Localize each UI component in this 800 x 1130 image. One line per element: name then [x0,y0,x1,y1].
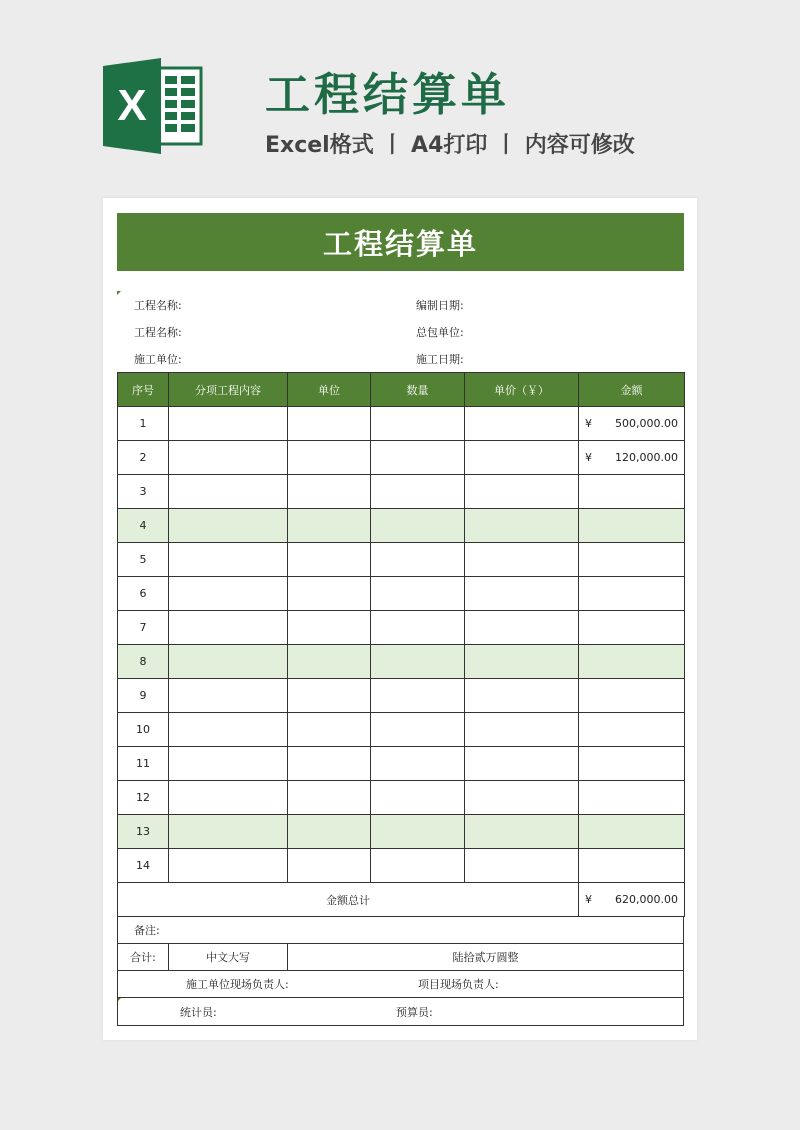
table-row [118,577,685,611]
unit-price-cell[interactable] [465,577,579,611]
responsible-row [117,971,684,998]
quantity-cell[interactable] [371,645,465,679]
info-construction-unit: 施工单位: [134,353,182,366]
quantity-cell[interactable] [371,747,465,781]
remark-label: 备注: [134,923,160,937]
unit-price-cell[interactable] [465,407,579,441]
unit-cell[interactable] [288,747,371,781]
unit-cell[interactable] [288,407,371,441]
currency-symbol: ¥ [585,893,592,906]
amount-cell[interactable] [579,475,685,509]
item-content-cell[interactable] [169,611,288,645]
quantity-cell[interactable] [371,781,465,815]
info-project-name-2: 工程名称: [134,326,182,339]
row-number: 4 [118,509,169,543]
table-row [118,509,685,543]
currency-symbol: ¥ [585,417,592,430]
sum-row [117,944,684,971]
row-number: 11 [118,747,169,781]
settlement-table [117,372,685,917]
item-content-cell[interactable] [169,747,288,781]
item-content-cell[interactable] [169,441,288,475]
item-content-cell[interactable] [169,475,288,509]
unit-cell[interactable] [288,475,371,509]
column-header: 单位 [288,373,371,407]
amount-cell[interactable] [579,815,685,849]
unit-cell[interactable] [288,611,371,645]
table-header-row [118,373,685,407]
table-row [118,645,685,679]
unit-price-cell[interactable] [465,815,579,849]
unit-price-cell[interactable] [465,679,579,713]
unit-price-cell[interactable] [465,645,579,679]
amount-cell[interactable] [579,645,685,679]
table-row [118,849,685,883]
info-construction-date: 施工日期: [416,353,464,366]
amount-value: 120,000.00 [615,451,678,464]
amount-cell[interactable] [579,577,685,611]
row-number: 2 [118,441,169,475]
item-content-cell[interactable] [169,645,288,679]
item-content-cell[interactable] [169,407,288,441]
budgeter-label: 预算员: [396,1005,433,1019]
row-number: 5 [118,543,169,577]
cell-comment-marker [117,291,121,295]
amount-value: 500,000.00 [615,417,678,430]
quantity-cell[interactable] [371,713,465,747]
quantity-cell[interactable] [371,475,465,509]
unit-cell[interactable] [288,543,371,577]
unit-price-cell[interactable] [465,543,579,577]
unit-cell[interactable] [288,781,371,815]
amount-cell[interactable] [579,509,685,543]
quantity-cell[interactable] [371,509,465,543]
quantity-cell[interactable] [371,815,465,849]
row-number: 7 [118,611,169,645]
column-header: 分项工程内容 [169,373,288,407]
item-content-cell[interactable] [169,713,288,747]
chinese-amount-label: 中文大写 [169,944,288,970]
unit-price-cell[interactable] [465,849,579,883]
amount-cell[interactable] [579,713,685,747]
unit-price-cell[interactable] [465,475,579,509]
contractor-rep-label: 施工单位现场负责人: [186,978,289,991]
sum-label: 合计: [118,944,169,970]
currency-symbol: ¥ [585,451,592,464]
svg-text:X: X [117,81,147,130]
table-row [118,407,685,441]
unit-cell[interactable] [288,679,371,713]
table-row [118,475,685,509]
quantity-cell[interactable] [371,543,465,577]
table-row [118,441,685,475]
table-row [118,781,685,815]
row-number: 6 [118,577,169,611]
item-content-cell[interactable] [169,543,288,577]
item-content-cell[interactable] [169,815,288,849]
unit-price-cell[interactable] [465,781,579,815]
amount-cell[interactable] [579,611,685,645]
table-row [118,747,685,781]
item-content-cell[interactable] [169,509,288,543]
unit-cell[interactable] [288,849,371,883]
quantity-cell[interactable] [371,577,465,611]
excel-icon [103,58,203,154]
quantity-cell[interactable] [371,679,465,713]
amount-cell[interactable] [579,679,685,713]
amount-cell[interactable] [579,747,685,781]
unit-price-cell[interactable] [465,509,579,543]
total-label[interactable]: 金额总计 [118,883,579,917]
table-row [118,713,685,747]
row-number: 9 [118,679,169,713]
info-project-name: 工程名称: [134,299,182,312]
amount-cell[interactable] [579,441,685,475]
row-number: 10 [118,713,169,747]
chinese-amount-value[interactable]: 陆拾贰万圆整 [452,951,519,964]
unit-cell[interactable] [288,509,371,543]
unit-cell[interactable] [288,815,371,849]
row-number: 12 [118,781,169,815]
statistician-label: 统计员: [180,1005,217,1019]
quantity-cell[interactable] [371,441,465,475]
amount-cell[interactable] [579,781,685,815]
remark-row[interactable] [117,916,684,944]
table-row [118,679,685,713]
unit-cell[interactable] [288,577,371,611]
total-amount-cell[interactable] [579,883,685,917]
row-number: 3 [118,475,169,509]
quantity-cell[interactable] [371,611,465,645]
total-row [118,883,685,917]
quantity-cell[interactable] [371,849,465,883]
column-header: 序号 [118,373,169,407]
quantity-cell[interactable] [371,407,465,441]
table-row [118,815,685,849]
amount-cell[interactable] [579,407,685,441]
unit-price-cell[interactable] [465,747,579,781]
item-content-cell[interactable] [169,679,288,713]
unit-cell[interactable] [288,441,371,475]
info-prepared-date: 编制日期: [416,299,464,312]
amount-cell[interactable] [579,543,685,577]
row-number: 14 [118,849,169,883]
staff-row [117,998,684,1026]
item-content-cell[interactable] [169,577,288,611]
item-content-cell[interactable] [169,781,288,815]
unit-cell[interactable] [288,713,371,747]
unit-price-cell[interactable] [465,441,579,475]
table-row [118,611,685,645]
info-general-contractor: 总包单位: [416,326,464,339]
row-number: 1 [118,407,169,441]
unit-price-cell[interactable] [465,611,579,645]
amount-cell[interactable] [579,849,685,883]
table-row [118,543,685,577]
row-number: 13 [118,815,169,849]
column-header: 单价（￥） [465,373,579,407]
row-number: 8 [118,645,169,679]
unit-cell[interactable] [288,645,371,679]
column-header: 数量 [371,373,465,407]
page-title: 工程结算单 [265,68,511,121]
item-content-cell[interactable] [169,849,288,883]
unit-price-cell[interactable] [465,713,579,747]
total-amount: 620,000.00 [615,893,678,906]
page-subtitle: Excel格式 丨 A4打印 丨 内容可修改 [265,133,635,158]
project-rep-label: 项目现场负责人: [418,978,499,991]
column-header: 金额 [579,373,685,407]
sheet-banner: 工程结算单 [117,213,684,271]
